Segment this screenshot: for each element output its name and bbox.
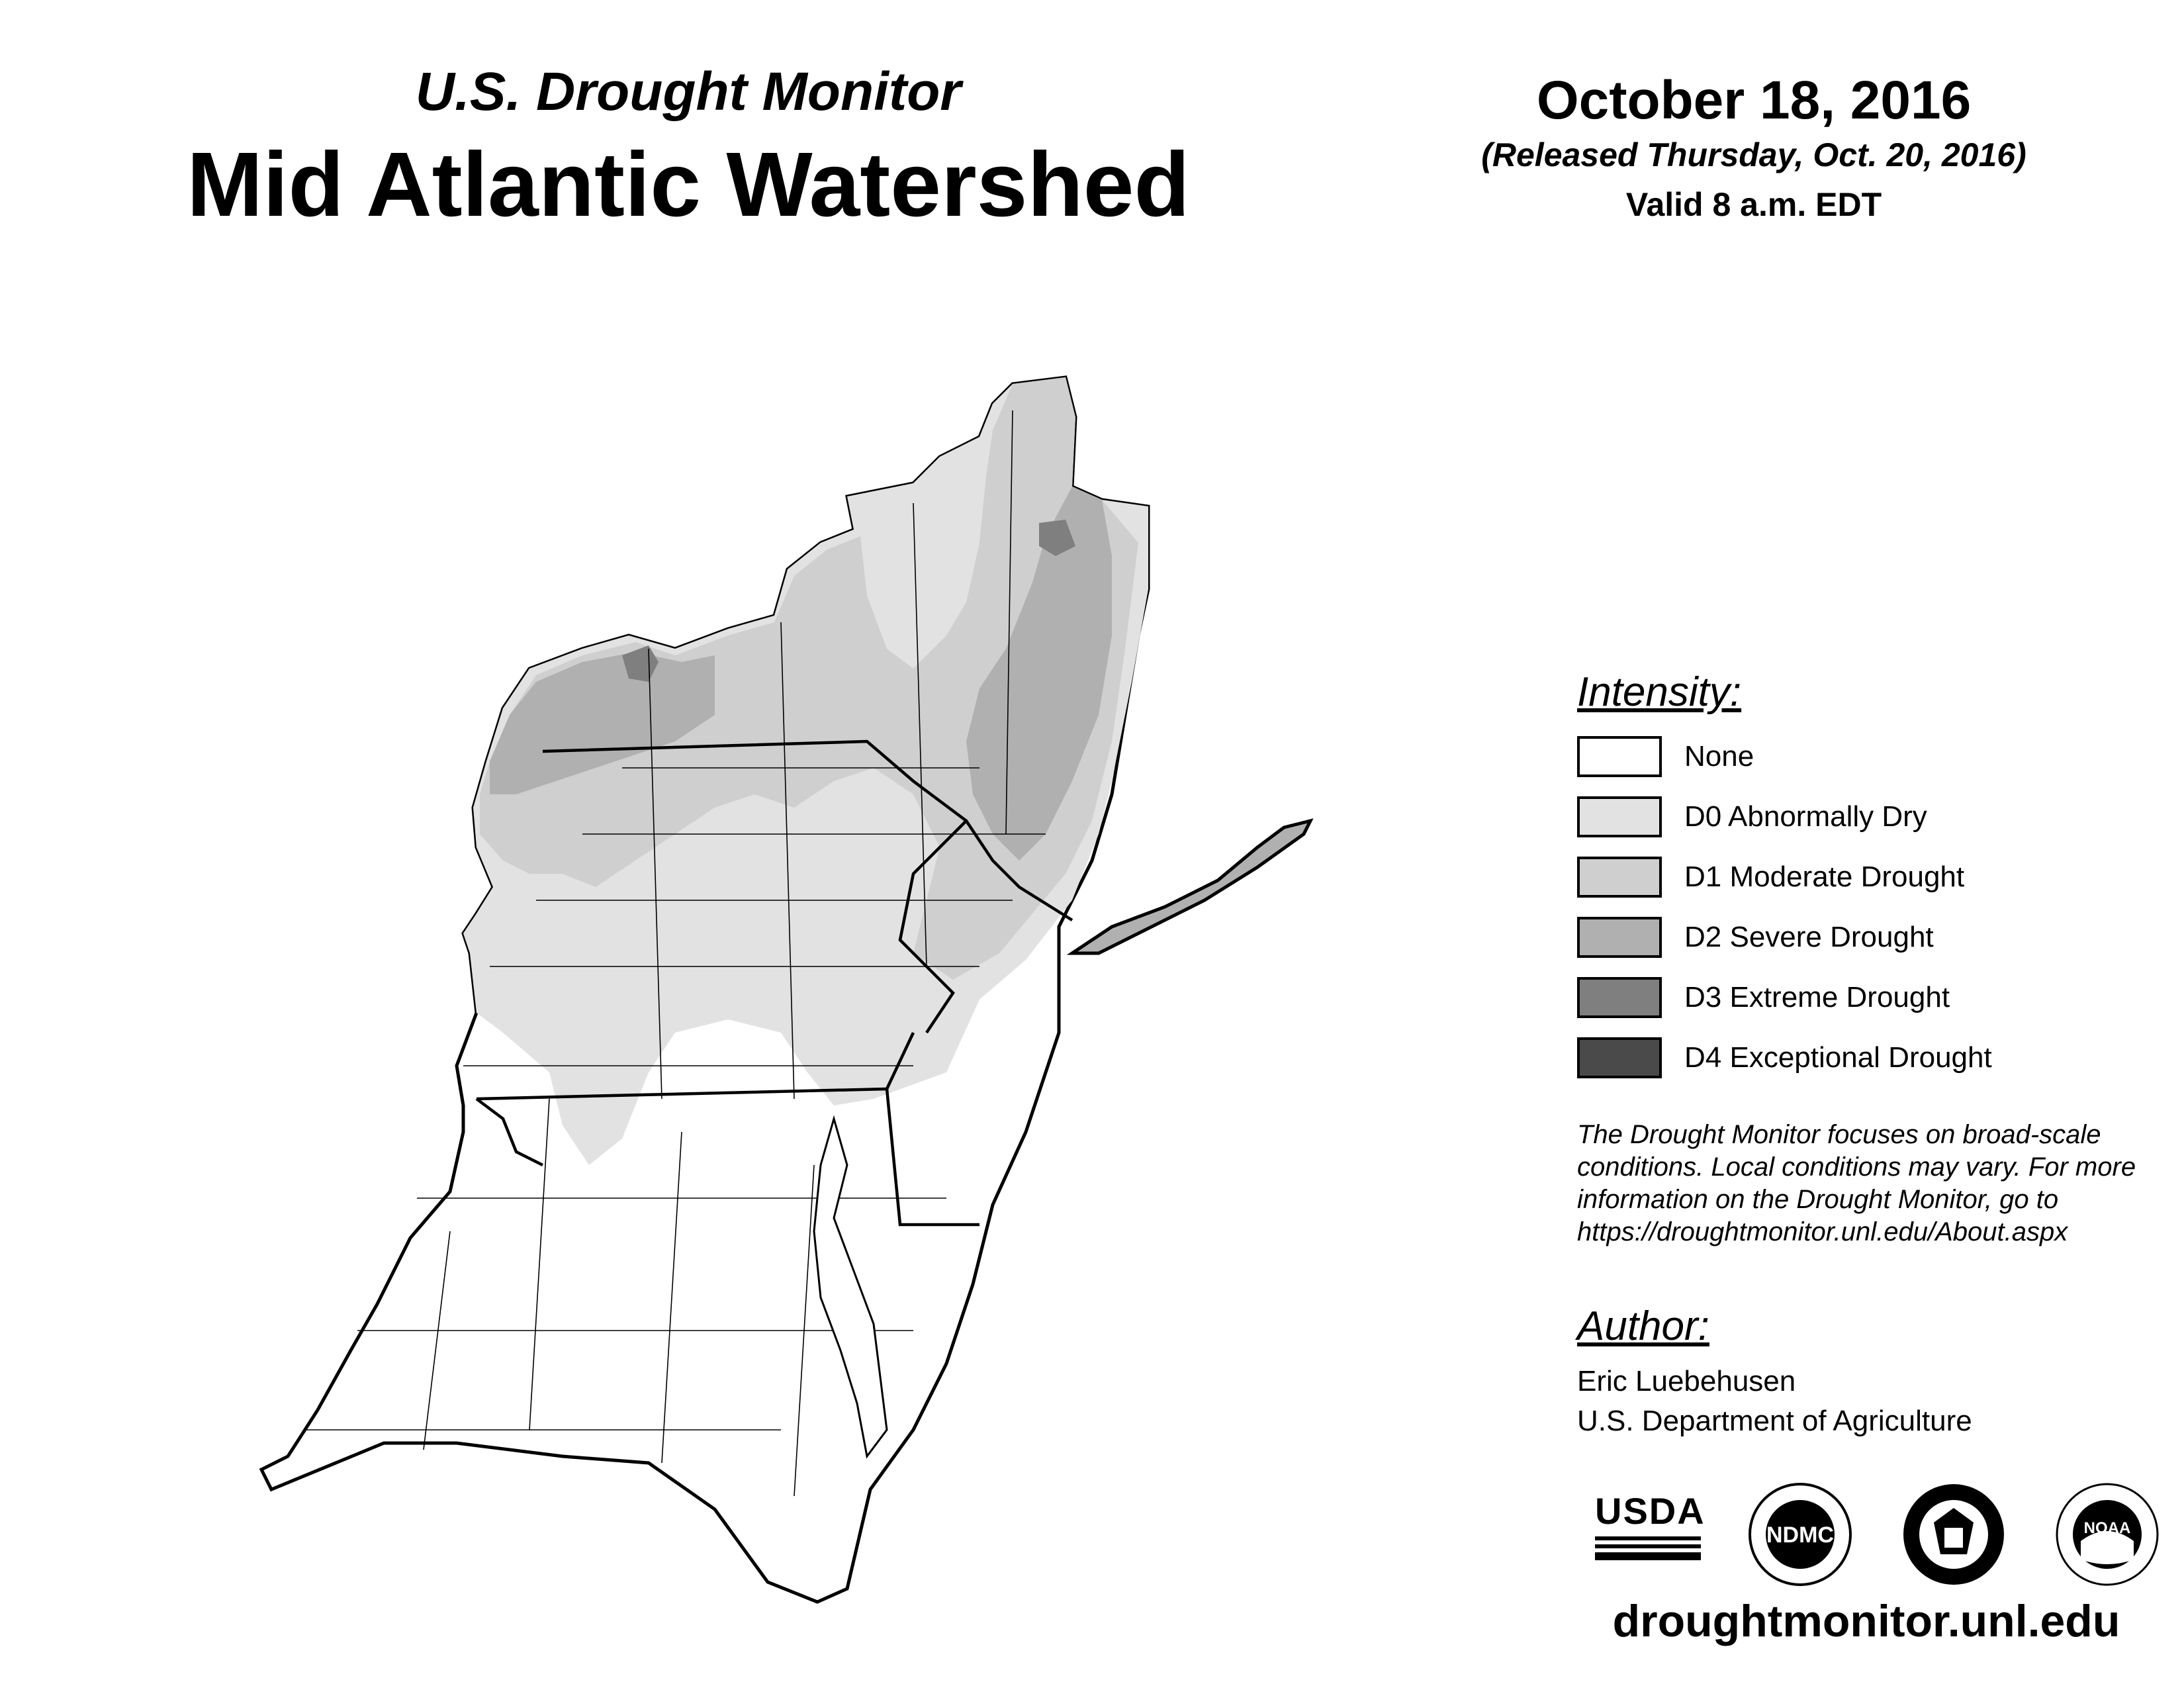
- legend-label: None: [1684, 740, 1754, 773]
- ndmc-logo-text: NDMC: [1766, 1523, 1834, 1548]
- disclaimer-note: [1577, 1119, 2173, 1248]
- legend-swatch: [1577, 736, 1662, 777]
- legend-swatch: [1577, 857, 1662, 898]
- legend-label: D4 Exceptional Drought: [1684, 1041, 1992, 1074]
- release-date: (Released Thursday, Oct. 20, 2016): [1481, 136, 2026, 173]
- legend-label: D0 Abnormally Dry: [1684, 800, 1927, 833]
- legend-swatch: [1577, 977, 1662, 1018]
- ndmc-logo: [1747, 1481, 1853, 1587]
- legend-label: D3 Extreme Drought: [1684, 981, 1950, 1013]
- legend-label: D1 Moderate Drought: [1684, 861, 1965, 893]
- noaa-logo: [2054, 1481, 2160, 1587]
- map-title: Mid Atlantic Watershed: [187, 134, 1190, 236]
- legend-swatch: [1577, 796, 1662, 837]
- usda-logo: [1595, 1489, 1706, 1562]
- note-line: conditions. Local conditions may vary. For more: [1577, 1152, 2136, 1182]
- map-date: October 18, 2016: [1536, 70, 1972, 130]
- usda-logo-text: USDA: [1595, 1490, 1706, 1532]
- author-org: U.S. Department of Agriculture: [1577, 1405, 1972, 1437]
- legend-heading: Intensity:: [1577, 669, 1742, 715]
- long-island: [1072, 821, 1310, 953]
- note-line: The Drought Monitor focuses on broad-scale: [1577, 1120, 2101, 1149]
- note-line: https://droughtmonitor.unl.edu/About.aspx: [1577, 1217, 2068, 1246]
- noaa-logo-text: NOAA: [2083, 1519, 2131, 1537]
- legend-swatch: [1577, 1037, 1662, 1078]
- map-subtitle: U.S. Drought Monitor: [415, 62, 962, 122]
- legend-label: D2 Severe Drought: [1684, 921, 1934, 953]
- valid-time: Valid 8 a.m. EDT: [1625, 186, 1882, 223]
- website-link[interactable]: droughtmonitor.unl.edu: [1612, 1596, 2120, 1646]
- commerce-seal: [1901, 1481, 2007, 1587]
- legend-swatch: [1577, 917, 1662, 958]
- drought-map: [251, 371, 1350, 1628]
- author-heading: Author:: [1577, 1303, 1709, 1349]
- author-name: Eric Luebehusen: [1577, 1365, 1796, 1397]
- note-line: information on the Drought Monitor, go to: [1577, 1185, 2059, 1214]
